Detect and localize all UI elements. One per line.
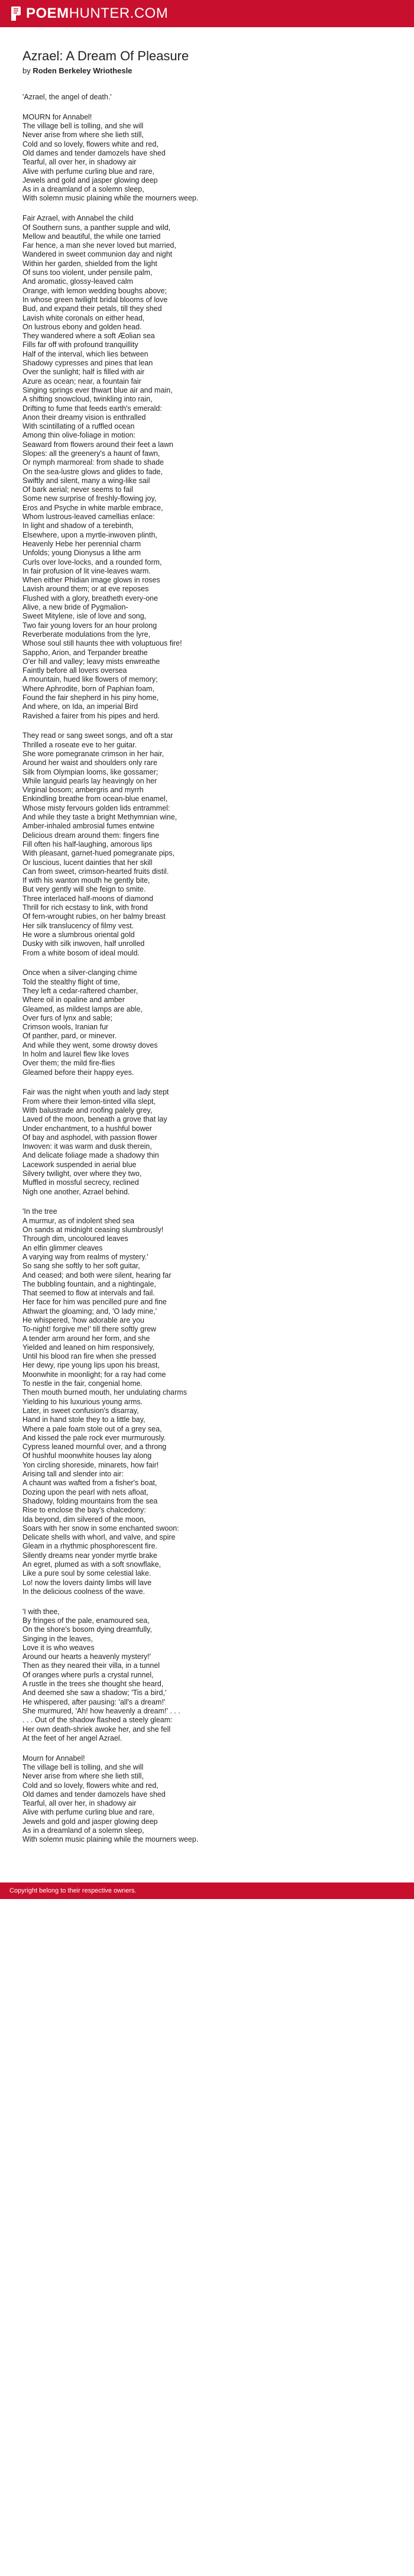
poem-line: Never arise from where she lieth still,: [22, 131, 144, 140]
poem-line: Can from sweet, crimson-hearted fruits distil.: [22, 867, 169, 876]
poem-line: Swiftly and silent, many a wing-like sail: [22, 476, 150, 485]
poem-line: Laved of the moon, beneath a grove that lay: [22, 1115, 167, 1124]
poem-line: A mountain, hued like flowers of memory;: [22, 675, 158, 684]
poem-line: And deemed she saw a shadow; 'Tis a bird,': [22, 1689, 167, 1697]
poem-line: Of bark aerial; never seems to fail: [22, 485, 133, 494]
poem-line: Half of the interval, which lies between: [22, 349, 148, 358]
poem-line: Yielding to his luxurious young arms.: [22, 1397, 143, 1406]
poem-line: Orange, with lemon wedding boughs above;: [22, 286, 167, 295]
poem-line: Over them; the mild fire-flies: [22, 1059, 115, 1068]
poem-line: And aromatic, glossy-leaved calm: [22, 277, 133, 286]
poem-line: In the delicious coolness of the wave.: [22, 1587, 145, 1596]
poem-stanza: [22, 1608, 396, 1743]
poem-line: Heavenly Hebe her perennial charm: [22, 539, 141, 548]
poem-line: Dusky with silk inwoven, half unrolled: [22, 939, 145, 948]
poem-line: He wore a slumbrous oriental gold: [22, 930, 135, 939]
poem-line: In holm and laurel flew like loves: [22, 1049, 129, 1058]
poem-line: In light and shadow of a terebinth,: [22, 521, 134, 530]
poem-line: Whose misty fervours golden lids entrammel:: [22, 803, 170, 812]
poem-line: Gleamed, as mildest lamps are able,: [22, 1005, 143, 1013]
poem-line: 'In the tree: [22, 1207, 57, 1216]
poem-line: Thrill for rich ecstasy to link, with frond: [22, 903, 148, 912]
poem-line: Drifting to fume that feeds earth's emerald:: [22, 404, 162, 413]
poem-content: [0, 27, 414, 1867]
poem-line: Some new surprise of freshly-flowing joy,: [22, 494, 157, 503]
poem-byline: [22, 66, 396, 75]
poem-line: And while they taste a bright Methymnian wine,: [22, 813, 177, 822]
poem-line: Whom lustrous-leaved camellias enlace:: [22, 513, 155, 521]
poem-line: Athwart the gloaming; and, 'O lady mine,': [22, 1307, 157, 1315]
poem-line: Cypress leaned mournful over, and a throng: [22, 1443, 167, 1451]
poem-line: Fair Azrael, with Annabel the child: [22, 214, 134, 223]
poem-line: Nigh one another, Azrael behind.: [22, 1187, 130, 1196]
poem-line: Two fair young lovers for an hour prolong: [22, 621, 157, 630]
poem-line: Like a pure soul by some celestial lake.: [22, 1569, 151, 1578]
poem-line: Shadowy cypresses and pines that lean: [22, 359, 153, 368]
poem-line: Of suns too violent, under pensile palm,: [22, 268, 153, 277]
poem-line: Ravished a fairer from his pipes and herd.: [22, 711, 160, 720]
poem-line: That seemed to flow at intervals and fail.: [22, 1289, 155, 1298]
poem-line: To nestle in the fair, congenial home.: [22, 1379, 143, 1388]
poem-line: And kissed the pale rock ever murmurously.: [22, 1433, 166, 1442]
poem-stanza: [22, 1754, 396, 1845]
poem-line: Then as they neared their villa, in a tunnel: [22, 1661, 160, 1670]
poem-line: An elfin glimmer cleaves: [22, 1243, 103, 1252]
poem-stanza: [22, 214, 396, 721]
poem-line: Eros and Psyche in white marble embrace,: [22, 503, 163, 512]
poem-line: A murmur, as of indolent shed sea: [22, 1216, 134, 1225]
poem-line: Her face for him was pencilled pure and fine: [22, 1298, 167, 1307]
poem-line: Mourn for Annabel!: [22, 1754, 85, 1762]
poem-line: Silently dreams near yonder myrtle brake: [22, 1551, 157, 1560]
poem-line: Then mouth burned mouth, her undulating charms: [22, 1388, 187, 1397]
poem-line: Jewels and gold and jasper glowing deep: [22, 1817, 158, 1826]
poem-line: Of Southern suns, a panther supple and wild,: [22, 223, 171, 232]
poem-line: Silvery twilight, over where they two,: [22, 1169, 142, 1178]
site-header: [0, 0, 414, 27]
poem-line: Ida beyond, dim silvered of the moon,: [22, 1515, 146, 1524]
poem-line: Where Aphrodite, born of Paphian foam,: [22, 684, 155, 693]
poem-line: Her silk translucency of filmy vest.: [22, 921, 134, 930]
poem-line: Arising tall and slender into air:: [22, 1470, 124, 1479]
poem-line: On lustrous ebony and golden head.: [22, 322, 142, 331]
poem-line: At the feet of her angel Azrael.: [22, 1733, 122, 1742]
by-label: by: [22, 66, 31, 75]
poem-line: As in a dreamland of a solemn sleep,: [22, 1826, 144, 1835]
poem-line: Anon their dreamy vision is enthralled: [22, 413, 146, 422]
poem-line: Bud, and expand their petals, till they shed: [22, 304, 162, 313]
poem-line: Slopes: all the greenery's a haunt of fawn,: [22, 449, 160, 458]
poem-line: Delicious dream around them: fingers fine: [22, 831, 160, 840]
logo-text: POEMHUNTER.COM: [26, 5, 169, 21]
poem-line: A tender arm around her form, and she: [22, 1334, 150, 1343]
poem-line: Of fern-wrought rubies, on her balmy breast: [22, 912, 166, 921]
poem-line: A varying way from realms of mystery.': [22, 1252, 148, 1261]
poem-line: The village bell is tolling, and she will: [22, 122, 144, 131]
poem-stanza: [22, 731, 396, 957]
poem-line: Virginal bosom; ambergris and myrrh: [22, 786, 144, 795]
poem-title: Azrael: A Dream Of Pleasure: [22, 48, 189, 63]
poem-line: Curls over love-locks, and a rounded form,: [22, 558, 162, 566]
poem-line: With scintillating of a ruffled ocean: [22, 422, 135, 431]
poem-line: And while they went, some drowsy doves: [22, 1041, 158, 1049]
poem-line: With balustrade and roofing palely grey,: [22, 1106, 153, 1114]
poem-line: Crimson wools, Iranian fur: [22, 1023, 109, 1032]
poem-line: Yielded and leaned on him responsively,: [22, 1343, 155, 1352]
poem-line: Lacework suspended in aerial blue: [22, 1160, 137, 1169]
poem-line: Where oil in opaline and amber: [22, 996, 125, 1005]
poem-line: Over furs of lynx and sable;: [22, 1013, 113, 1022]
poem-line: Delicate shells with whorl, and valve, and spire: [22, 1533, 176, 1542]
poem-line: Whose soul still haunts thee with voluptuous fire!: [22, 639, 182, 648]
poem-line: To-night! forgive me!' till there softly grew: [22, 1325, 157, 1334]
poem-line: Among thin olive-foliage in motion:: [22, 431, 136, 440]
poem-line: Rise to enclose the bay's chalcedony:: [22, 1506, 146, 1515]
poem-line: Singing in the leaves,: [22, 1634, 93, 1643]
poem-line: Fair was the night when youth and lady stept: [22, 1088, 169, 1097]
quill-icon: [9, 6, 22, 21]
poem-line: Reverberate modulations from the lyre,: [22, 630, 151, 639]
poem-stanza: [22, 93, 396, 102]
site-footer: [0, 1882, 414, 1899]
poem-line: On the sea-lustre glows and glides to fade,: [22, 467, 163, 476]
poem-line: In fair profusion of lit vine-leaves warm.: [22, 566, 151, 575]
poem-line: Hand in hand stole they to a little bay,: [22, 1415, 145, 1424]
poem-line: . . . Out of the shadow flashed a steely gleam:: [22, 1716, 173, 1725]
poem-line: In whose green twilight bridal blooms of love: [22, 295, 168, 304]
poem-line: From where their lemon-tinted villa slept,: [22, 1097, 156, 1106]
poem-line: MOURN for Annabel!: [22, 112, 92, 121]
poem-line: When either Phidian image glows in roses: [22, 576, 160, 585]
poem-body: [22, 93, 396, 1845]
poem-line: Yon circling shoreside, minarets, how fair!: [22, 1460, 159, 1469]
poem-line: Old dames and tender damozels have shed: [22, 148, 166, 157]
poem-line: Fill often his half-laughing, amorous lips: [22, 840, 153, 848]
poem-line: Cold and so lovely, flowers white and red,: [22, 140, 159, 148]
poem-line: Wandered in sweet communion day and night: [22, 250, 173, 259]
poem-line: Until his blood ran fire when she pressed: [22, 1352, 156, 1361]
poem-line: Where a pale foam stole out of a grey sea,: [22, 1424, 162, 1433]
poem-line: Far hence, a man she never loved but married,: [22, 241, 176, 250]
poem-line: Tearful, all over her, in shadowy air: [22, 158, 137, 167]
poem-line: A chaunt was wafted from a fisher's boat,: [22, 1479, 157, 1488]
poem-line: Mellow and beautiful, the while one tarried: [22, 232, 161, 241]
poem-line: 'I with thee,: [22, 1607, 60, 1616]
poem-line: She wore pomegranate crimson in her hair,: [22, 749, 164, 758]
poem-line: They read or sang sweet songs, and oft a star: [22, 731, 173, 740]
poem-line: Alive with perfume curling blue and rare,: [22, 1808, 155, 1817]
poem-line: Lavish white coronals on either head,: [22, 313, 145, 322]
poem-line: Unfolds; young Dionysus a lithe arm: [22, 549, 141, 558]
poem-line: Around our hearts a heavenly mystery!': [22, 1652, 151, 1661]
poem-line: O'er hill and valley; leavy mists enwreathe: [22, 657, 160, 666]
poem-line: Within her garden, shielded from the light: [22, 259, 157, 268]
poem-line: Moonwhite in moonlight; for a ray had come: [22, 1370, 166, 1379]
poem-line: An egret, plumed as with a soft snowflake,: [22, 1560, 161, 1569]
poem-line: As in a dreamland of a solemn sleep,: [22, 185, 144, 194]
poem-line: Of oranges where purls a crystal runnel,: [22, 1670, 154, 1679]
poem-line: Later, in sweet confusion's disarray,: [22, 1406, 139, 1415]
poem-line: Jewels and gold and jasper glowing deep: [22, 176, 158, 184]
poem-stanza: [22, 1207, 396, 1596]
poem-line: Azure as ocean; near, a fountain fair: [22, 377, 141, 385]
footer-copyright: Copyright belong to their respective owners.: [9, 1887, 137, 1895]
poem-line: Through dim, uncoloured leaves: [22, 1234, 128, 1243]
poem-line: Found the fair shepherd in his piny home,: [22, 694, 159, 702]
poem-line: And ceased; and both were silent, hearing far: [22, 1271, 172, 1279]
poem-line: But very gently will she feign to smite.: [22, 885, 146, 894]
poem-line: The bubbling fountain, and a nightingale,: [22, 1279, 156, 1288]
poem-line: Enkindling breathe from ocean-blue enamel,: [22, 795, 168, 803]
poem-line: If with his wanton mouth he gently bite,: [22, 876, 150, 885]
poem-line: Or luscious, lucent dainties that her skill: [22, 858, 153, 867]
poem-line: They wandered where a soft Æolian sea: [22, 332, 155, 341]
poem-line: While languid pearls lay heavingly on her: [22, 776, 157, 785]
poem-line: They left a cedar-raftered chamber,: [22, 986, 138, 995]
poem-line: He whispered, after pausing: 'all's a dream!': [22, 1697, 166, 1706]
poem-line: Love it is who weaves: [22, 1643, 95, 1652]
poem-line: Around her waist and shoulders only rare: [22, 759, 157, 767]
poem-line: Dozing upon the pearl with nets afloat,: [22, 1488, 148, 1496]
poem-line: And where, on Ida, an imperial Bird: [22, 702, 138, 711]
poem-line: Lo! now the lovers dainty limbs will lave: [22, 1578, 152, 1587]
poem-line: Never arise from where she lieth still,: [22, 1772, 144, 1781]
poem-line: Cold and so lovely, flowers white and red,: [22, 1781, 159, 1790]
poem-line: Under enchantment, to a hushful bower: [22, 1124, 152, 1133]
poem-line: Once when a silver-clanging chime: [22, 968, 137, 977]
poem-line: Silk from Olympian looms, like gossamer;: [22, 767, 159, 776]
site-logo[interactable]: [9, 5, 168, 22]
poem-line: Of bay and asphodel, with passion flower: [22, 1133, 157, 1142]
poem-line: Three interlaced half-moons of diamond: [22, 894, 153, 903]
poem-line: A shifting snowcloud, twinkling into rain,: [22, 395, 153, 404]
poem-line: Shadowy, folding mountains from the sea: [22, 1496, 158, 1505]
poem-line: Of hushful moonwhite houses lay along: [22, 1451, 152, 1460]
poem-line: Seaward from flowers around their feet a lawn: [22, 440, 173, 449]
poem-line: Gleamed before their happy eyes.: [22, 1068, 134, 1077]
poem-line: Her dewy, ripe young lips upon his breast,: [22, 1361, 160, 1370]
poem-line: Tearful, all over her, in shadowy air: [22, 1799, 137, 1808]
poem-line: Told the stealthy flight of time,: [22, 977, 120, 986]
poem-line: 'Azrael, the angel of death.': [22, 93, 112, 101]
poem-line: Inwoven: it was warm and dusk therein,: [22, 1142, 152, 1151]
poem-line: The village bell is tolling, and she will: [22, 1762, 144, 1771]
poem-line: Of panther, pard, or minever.: [22, 1032, 117, 1041]
poem-line: Thrilled a roseate eve to her guitar.: [22, 740, 137, 749]
poem-line: Alive with perfume curling blue and rare,: [22, 167, 155, 176]
author-link[interactable]: Roden Berkeley Wriothesle: [33, 66, 132, 75]
poem-line: Gleam in a rhythmic phosphorescent fire.: [22, 1542, 157, 1551]
poem-line: With solemn music plaining while the mourners weep.: [22, 1835, 199, 1844]
poem-line: Singing springs ever thwart blue air and main,: [22, 385, 173, 394]
poem-line: Faintly before all lovers oversea: [22, 666, 127, 675]
poem-line: With solemn music plaining while the mourners weep.: [22, 194, 199, 203]
poem-line: Soars with her snow in some enchanted swoon:: [22, 1524, 179, 1532]
poem-line: From a white bosom of ideal mould.: [22, 948, 140, 957]
poem-line: On sands at midnight ceasing slumbrously!: [22, 1226, 164, 1234]
poem-line: He whispered, 'how adorable are you: [22, 1316, 144, 1324]
poem-line: By fringes of the pale, enamoured sea,: [22, 1616, 150, 1625]
poem-line: Sappho, Arion, and Terpander breathe: [22, 648, 148, 657]
poem-line: She murmured, 'Ah! how heavenly a dream!' . . .: [22, 1706, 180, 1715]
poem-line: So sang she softly to her soft guitar,: [22, 1262, 140, 1271]
poem-line: Flushed with a glory, breatheth every-one: [22, 594, 159, 602]
poem-line: Old dames and tender damozels have shed: [22, 1790, 166, 1799]
poem-line: Muffled in mossful secrecy, reclined: [22, 1178, 139, 1187]
poem-stanza: [22, 1088, 396, 1197]
poem-line: Elsewhere, upon a myrtle-inwoven plinth,: [22, 530, 157, 539]
poem-stanza: [22, 968, 396, 1077]
poem-line: Fills far off with profound tranquillity: [22, 341, 138, 349]
poem-line: On the shore's bosom dying dreamfully,: [22, 1625, 152, 1634]
poem-stanza: [22, 113, 396, 203]
poem-line: Sweet Mitylene, isle of love and song,: [22, 612, 147, 621]
poem-line: Her own death-shriek awoke her, and she fell: [22, 1725, 171, 1733]
poem-line: Over the sunlight; half is filled with air: [22, 368, 145, 377]
poem-line: With pleasant, garnet-hued pomegranate pips,: [22, 849, 175, 858]
poem-line: Lavish around them; or at eve reposes: [22, 585, 149, 594]
poem-line: Or nymph marmoreal: from shade to shade: [22, 458, 164, 467]
poem-line: Alive, a new bride of Pygmalion-: [22, 603, 128, 612]
poem-line: And delicate foliage made a shadowy thin: [22, 1151, 159, 1160]
poem-line: Amber-inhaled ambrosial fumes entwine: [22, 822, 155, 831]
poem-line: A rustle in the trees she thought she heard,: [22, 1680, 164, 1689]
